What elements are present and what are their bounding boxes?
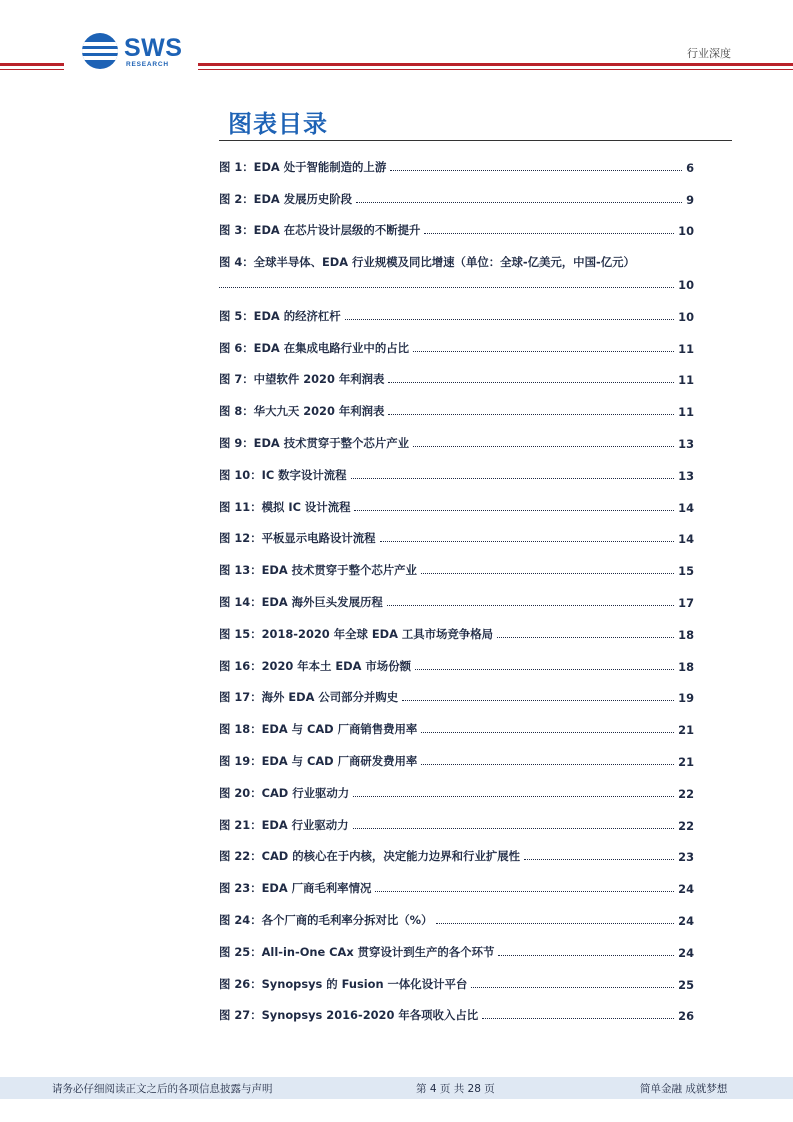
toc-entry-label: 图 24：各个厂商的毛利率分拆对比（%）: [219, 912, 433, 927]
toc-entry-12[interactable]: [219, 525, 694, 547]
toc-entry-page: 25: [678, 977, 694, 992]
toc-entry-page: 10: [678, 277, 694, 292]
toc-entry-26[interactable]: [219, 970, 694, 992]
toc-entry-4-cont[interactable]: [219, 270, 694, 292]
sws-logo: [82, 33, 192, 71]
toc-entry-page: 13: [678, 468, 694, 483]
toc-entry-label: 图 9：EDA 技术贯穿于整个芯片产业: [219, 435, 409, 450]
toc-entry-4[interactable]: [219, 248, 694, 270]
toc-entry-11[interactable]: [219, 493, 694, 515]
toc-entry-page: 22: [678, 818, 694, 833]
report-category: 行业深度: [687, 47, 731, 60]
toc-entry-27[interactable]: [219, 1002, 694, 1024]
toc-leader: [497, 637, 674, 638]
toc-entry-label: 图 2：EDA 发展历史阶段: [219, 191, 353, 206]
toc-entry-label: 图 22：CAD 的核心在于内核，决定能力边界和行业扩展性: [219, 849, 521, 864]
toc-leader: [524, 859, 674, 860]
toc-leader: [345, 319, 674, 320]
toc-entry-page: 10: [678, 309, 694, 324]
toc-title-rule: [219, 140, 732, 141]
toc-leader: [353, 828, 675, 829]
toc-leader: [387, 605, 674, 606]
toc-leader: [421, 764, 674, 765]
toc-entry-page: 15: [678, 564, 694, 579]
toc-entry-label: 图 15：2018-2020 年全球 EDA 工具市场竞争格局: [219, 626, 493, 641]
footer-slogan: 简单金融 成就梦想: [640, 1083, 728, 1095]
toc-entry-label: 图 11：模拟 IC 设计流程: [219, 499, 351, 514]
toc-entry-page: 17: [678, 595, 694, 610]
toc-entry-6[interactable]: [219, 334, 694, 356]
toc-entry-23[interactable]: [219, 874, 694, 896]
toc-leader: [354, 510, 674, 511]
toc-entry-3[interactable]: [219, 217, 694, 239]
toc-entry-page: 22: [678, 786, 694, 801]
toc-leader: [402, 700, 674, 701]
toc-entry-14[interactable]: [219, 588, 694, 610]
toc-entry-21[interactable]: [219, 811, 694, 833]
toc-leader: [413, 351, 674, 352]
footer-disclaimer: 请务必仔细阅读正文之后的各项信息披露与声明: [52, 1083, 273, 1095]
toc-entry-page: 21: [678, 754, 694, 769]
toc-entry-page: 18: [678, 659, 694, 674]
toc-entry-16[interactable]: [219, 652, 694, 674]
toc-leader: [471, 987, 674, 988]
toc-entry-page: 11: [678, 373, 694, 388]
toc-entry-page: 21: [678, 723, 694, 738]
header-rule-left: [0, 63, 64, 66]
toc-entry-19[interactable]: [219, 747, 694, 769]
toc-entry-label: 图 3：EDA 在芯片设计层级的不断提升: [219, 223, 421, 238]
toc-entry-label: 图 19：EDA 与 CAD 厂商研发费用率: [219, 753, 418, 768]
toc-entry-label: 图 12：平板显示电路设计流程: [219, 531, 376, 546]
toc-entry-2[interactable]: [219, 185, 694, 207]
toc-leader: [498, 955, 674, 956]
toc-entry-label: 图 25：All-in-One CAx 贯穿设计到生产的各个环节: [219, 944, 495, 959]
toc-entry-24[interactable]: [219, 906, 694, 928]
toc-entry-label: 图 14：EDA 海外巨头发展历程: [219, 594, 383, 609]
toc-leader: [351, 478, 675, 479]
toc-entry-page: 14: [678, 532, 694, 547]
page-footer: [0, 1077, 793, 1099]
toc-entry-page: 14: [678, 500, 694, 515]
toc-entry-page: 24: [678, 913, 694, 928]
toc-entry-label: 图 13：EDA 技术贯穿于整个芯片产业: [219, 563, 417, 578]
toc-entry-page: 11: [678, 341, 694, 356]
toc-entry-18[interactable]: [219, 715, 694, 737]
toc-entry-page: 18: [678, 627, 694, 642]
toc-entry-8[interactable]: [219, 397, 694, 419]
toc-entry-label: 图 7：中望软件 2020 年利润表: [219, 372, 385, 387]
footer-page-info: 第 4 页 共 28 页: [416, 1083, 495, 1095]
toc-entry-label: 图 4：全球半导体、EDA 行业规模及同比增速（单位：全球-亿美元，中国-亿元）: [219, 255, 635, 270]
toc-entry-page: 19: [678, 691, 694, 706]
toc-entry-label: 图 6：EDA 在集成电路行业中的占比: [219, 340, 409, 355]
toc-entry-page: 26: [678, 1009, 694, 1024]
toc-title: 图表目录: [228, 110, 328, 138]
header-rule-left-thin: [0, 69, 64, 70]
toc-entry-label: 图 8：华大九天 2020 年利润表: [219, 404, 385, 419]
toc-entry-label: 图 20：CAD 行业驱动力: [219, 785, 350, 800]
toc-entry-page: 6: [686, 160, 694, 175]
toc-entry-page: 24: [678, 882, 694, 897]
toc-leader: [356, 202, 682, 203]
toc-leader: [413, 446, 674, 447]
toc-entry-15[interactable]: [219, 620, 694, 642]
toc-entry-page: 24: [678, 945, 694, 960]
toc-leader: [482, 1018, 674, 1019]
toc-entry-9[interactable]: [219, 429, 694, 451]
toc-leader: [421, 573, 674, 574]
logo-text: SWS: [124, 34, 183, 62]
toc-leader: [353, 796, 674, 797]
toc-entry-13[interactable]: [219, 556, 694, 578]
toc-leader: [388, 414, 674, 415]
toc-entry-page: 11: [678, 405, 694, 420]
toc-entry-5[interactable]: [219, 302, 694, 324]
header-rule-right-thin: [198, 69, 793, 70]
toc-entry-label: 图 21：EDA 行业驱动力: [219, 817, 349, 832]
toc-entry-7[interactable]: [219, 366, 694, 388]
toc-entry-1[interactable]: [219, 153, 694, 175]
header-rule-right: [198, 63, 793, 66]
toc-entry-page: 13: [678, 436, 694, 451]
toc-entry-20[interactable]: [219, 779, 694, 801]
logo-subtext: RESEARCH: [126, 61, 169, 68]
toc-leader: [421, 732, 674, 733]
toc-entry-label: 图 23：EDA 厂商毛利率情况: [219, 881, 372, 896]
toc-entry-label: 图 10：IC 数字设计流程: [219, 467, 347, 482]
toc-entry-label: 图 1：EDA 处于智能制造的上游: [219, 159, 387, 174]
toc-entry-label: 图 27：Synopsys 2016-2020 年各项收入占比: [219, 1008, 479, 1023]
toc-entry-25[interactable]: [219, 938, 694, 960]
toc-entry-10[interactable]: [219, 461, 694, 483]
toc-leader: [375, 891, 674, 892]
toc-entry-label: 图 26：Synopsys 的 Fusion 一体化设计平台: [219, 976, 468, 991]
toc-leader: [424, 233, 674, 234]
toc-entry-page: 23: [678, 850, 694, 865]
toc-leader: [380, 541, 675, 542]
toc-leader: [436, 923, 674, 924]
toc-entry-page: 9: [686, 192, 694, 207]
toc-entry-page: 10: [678, 224, 694, 239]
toc-leader: [415, 669, 674, 670]
toc-entry-label: 图 16：2020 年本土 EDA 市场份额: [219, 658, 411, 673]
toc-entry-label: 图 18：EDA 与 CAD 厂商销售费用率: [219, 722, 418, 737]
toc-entry-17[interactable]: [219, 684, 694, 706]
toc-leader: [390, 170, 682, 171]
toc-leader: [219, 287, 674, 288]
toc-list: [219, 153, 694, 1033]
toc-leader: [388, 382, 674, 383]
toc-entry-label: 图 17：海外 EDA 公司部分并购史: [219, 690, 399, 705]
toc-entry-label: 图 5：EDA 的经济杠杆: [219, 308, 341, 323]
toc-entry-22[interactable]: [219, 843, 694, 865]
logo-emblem-icon: [82, 33, 118, 69]
